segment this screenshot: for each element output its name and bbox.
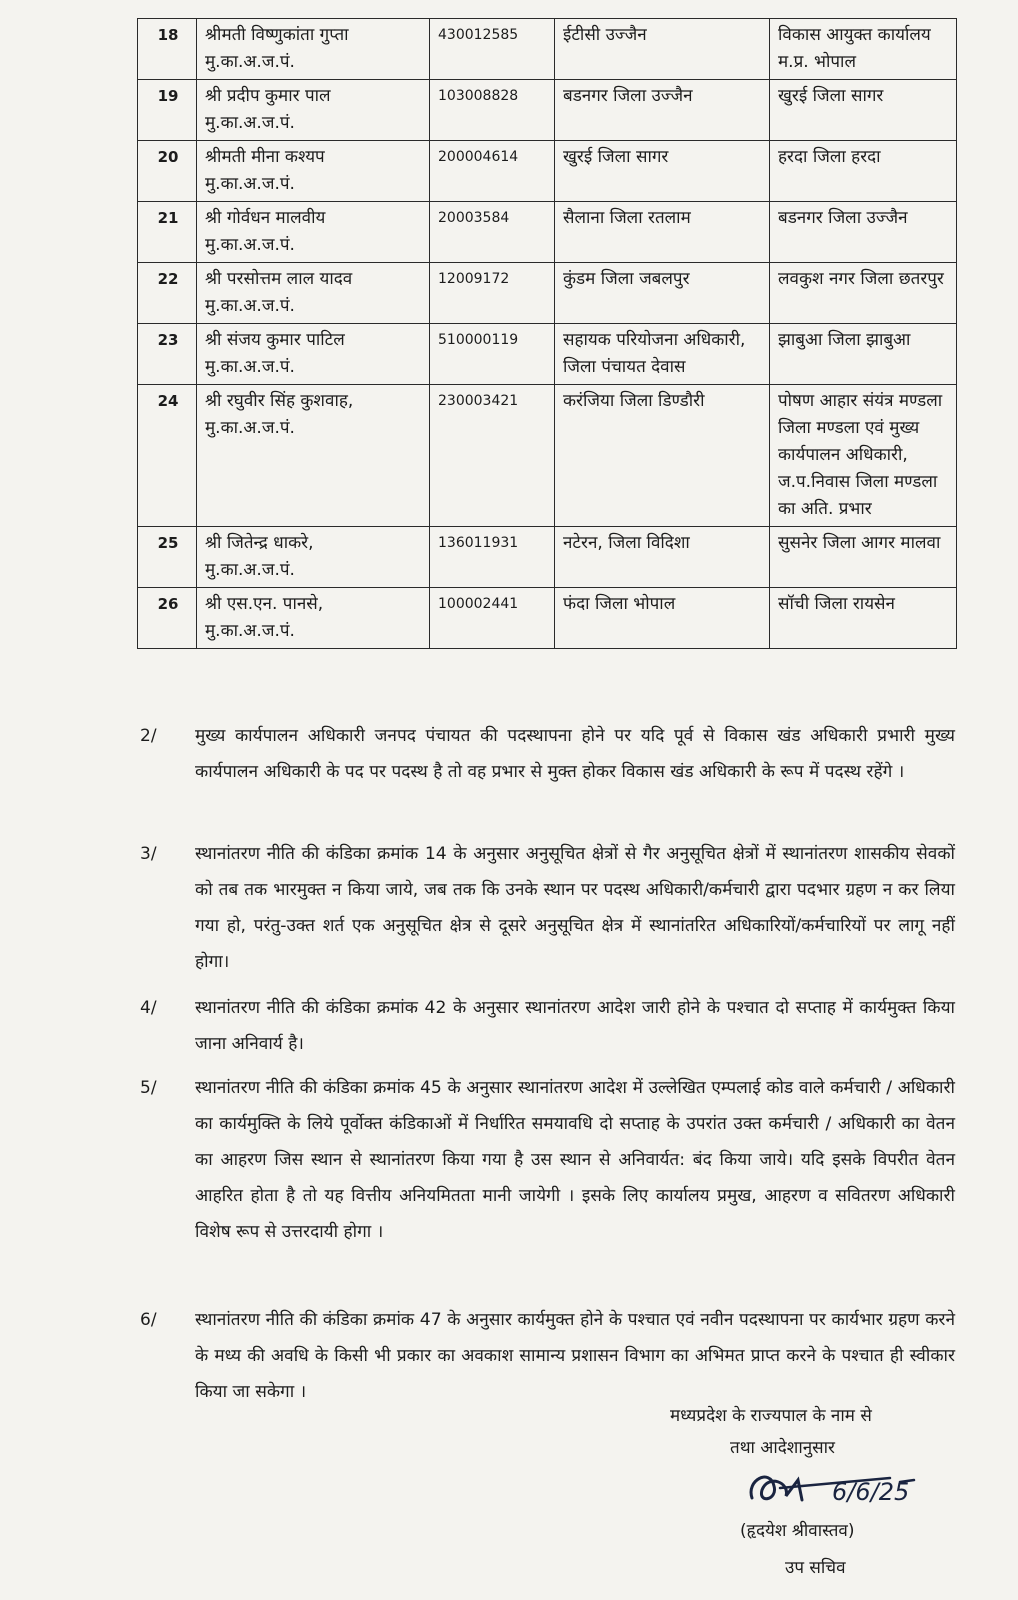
officer-cell bbox=[197, 588, 430, 649]
serial-number: 19 bbox=[138, 80, 197, 141]
employee-code: 510000119 bbox=[430, 324, 555, 385]
current-posting: नटेरन, जिला विदिशा bbox=[555, 527, 770, 588]
new-posting: लवकुश नगर जिला छतरपुर bbox=[770, 263, 957, 324]
paragraph-number: 3/ bbox=[140, 844, 157, 864]
paragraph-number: 4/ bbox=[140, 998, 157, 1018]
table-row bbox=[138, 588, 957, 649]
officer-cell bbox=[197, 141, 430, 202]
new-posting: बडनगर जिला उज्जैन bbox=[770, 202, 957, 263]
officer-cell bbox=[197, 527, 430, 588]
current-posting: सहायक परियोजना अधिकारी, जिला पंचायत देवास bbox=[555, 324, 770, 385]
officer-name: श्री जितेन्द्र धाकरे, bbox=[205, 533, 314, 553]
paragraph-2 bbox=[140, 718, 955, 790]
new-posting: विकास आयुक्त कार्यालय म.प्र. भोपाल bbox=[770, 19, 957, 80]
officer-cell bbox=[197, 19, 430, 80]
new-posting: सुसनेर जिला आगर मालवा bbox=[770, 527, 957, 588]
officer-cell bbox=[197, 202, 430, 263]
officer-name: श्री परसोत्तम लाल यादव bbox=[205, 269, 353, 289]
officer-name: श्री रघुवीर सिंह कुशवाह, bbox=[205, 391, 354, 411]
new-posting: हरदा जिला हरदा bbox=[770, 141, 957, 202]
table-row bbox=[138, 202, 957, 263]
paragraph-4 bbox=[140, 990, 955, 1062]
officer-cell bbox=[197, 263, 430, 324]
employee-code: 12009172 bbox=[430, 263, 555, 324]
serial-number: 21 bbox=[138, 202, 197, 263]
paragraph-6 bbox=[140, 1302, 955, 1410]
serial-number: 18 bbox=[138, 19, 197, 80]
signature-block bbox=[660, 1400, 960, 1578]
signatory-name: (हृदयेश श्रीवास्तव) bbox=[740, 1521, 855, 1541]
paragraph-text: स्थानांतरण नीति की कंडिका क्रमांक 45 के अनुसार स्थानांतरण आदेश में उल्लेखित एम्पलाई कोड वाले कर्मचारी / अधिकारी का कार्यमुक्ति के लिये पूर्वोक्त कंडिकाओं में निर्धारित समयावधि दो सप्ताह के उपरांत उक्त कर्मचारी / अधिकारी का वेतन का आहरण जिस स्थान से स्थानांतरण किया गया है उस स्थान से अनिवार्यत: बंद किया जाये। यदि इसके विपरीत वेतन आहरित होता है तो यह वित्तीय अनियमितता मानी जायेगी । इसके लिए कार्यालय प्रमुख, आहरण व सवितरण अधिकारी विशेष रूप से उत्तरदायी होगा । bbox=[195, 1078, 955, 1242]
officer-post: मु.का.अ.ज.पं. bbox=[205, 418, 295, 438]
officer-post: मु.का.अ.ज.पं. bbox=[205, 52, 295, 72]
officer-name: श्री एस.एन. पानसे, bbox=[205, 594, 324, 614]
employee-code: 136011931 bbox=[430, 527, 555, 588]
officer-name: श्रीमती विष्णुकांता गुप्ता bbox=[205, 25, 349, 45]
paragraph-text: स्थानांतरण नीति की कंडिका क्रमांक 42 के अनुसार स्थानांतरण आदेश जारी होने के पश्चात दो सप्ताह में कार्यमुक्त किया जाना अनिवार्य है। bbox=[195, 998, 955, 1054]
table-row bbox=[138, 324, 957, 385]
officer-post: मु.का.अ.ज.पं. bbox=[205, 296, 295, 316]
table-row bbox=[138, 80, 957, 141]
handwritten-signature-icon bbox=[740, 1460, 920, 1516]
employee-code: 100002441 bbox=[430, 588, 555, 649]
table-row bbox=[138, 19, 957, 80]
officer-cell bbox=[197, 324, 430, 385]
table-row bbox=[138, 263, 957, 324]
officer-post: मु.का.अ.ज.पं. bbox=[205, 357, 295, 377]
officer-cell bbox=[197, 385, 430, 527]
current-posting: खुरई जिला सागर bbox=[555, 141, 770, 202]
paragraph-number: 6/ bbox=[140, 1310, 157, 1330]
governor-order-line: मध्यप्रदेश के राज्यपाल के नाम से bbox=[670, 1406, 872, 1426]
employee-code: 103008828 bbox=[430, 80, 555, 141]
serial-number: 23 bbox=[138, 324, 197, 385]
signatory-designation: उप सचिव bbox=[785, 1558, 846, 1578]
signature-date: 6/6/25 bbox=[832, 1478, 910, 1506]
current-posting: कुंडम जिला जबलपुर bbox=[555, 263, 770, 324]
officer-name: श्री प्रदीप कुमार पाल bbox=[205, 86, 331, 106]
employee-code: 430012585 bbox=[430, 19, 555, 80]
serial-number: 25 bbox=[138, 527, 197, 588]
new-posting: सॉची जिला रायसेन bbox=[770, 588, 957, 649]
new-posting: झाबुआ जिला झाबुआ bbox=[770, 324, 957, 385]
employee-code: 230003421 bbox=[430, 385, 555, 527]
table-row bbox=[138, 527, 957, 588]
by-order-line: तथा आदेशानुसार bbox=[730, 1438, 836, 1458]
paragraph-number: 5/ bbox=[140, 1078, 157, 1098]
officer-post: मु.का.अ.ज.पं. bbox=[205, 174, 295, 194]
officer-name: श्री गोर्वधन मालवीय bbox=[205, 208, 326, 228]
current-posting: ईटीसी उज्जैन bbox=[555, 19, 770, 80]
paragraph-number: 2/ bbox=[140, 726, 157, 746]
current-posting: करंजिया जिला डिण्डौरी bbox=[555, 385, 770, 527]
paragraph-text: स्थानांतरण नीति की कंडिका क्रमांक 14 के अनुसार अनुसूचित क्षेत्रों से गैर अनुसूचित क्षेत्रों में स्थानांतरण शासकीय सेवकों को तब तक भारमुक्त न किया जाये, जब तक कि उनके स्थान पर पदस्थ अधिकारी/कर्मचारी द्वारा पदभार ग्रहण न कर लिया गया हो, परंतु-उक्त शर्त एक अनुसूचित क्षेत्र से दूसरे अनुसूचित क्षेत्र में स्थानांतरित अधिकारियों/कर्मचारियों पर लागू नहीं होगा। bbox=[195, 844, 955, 972]
table-row bbox=[138, 141, 957, 202]
officer-post: मु.का.अ.ज.पं. bbox=[205, 621, 295, 641]
current-posting: सैलाना जिला रतलाम bbox=[555, 202, 770, 263]
officer-name: श्रीमती मीना कश्यप bbox=[205, 147, 325, 167]
serial-number: 24 bbox=[138, 385, 197, 527]
paragraph-text: मुख्य कार्यपालन अधिकारी जनपद पंचायत की पदस्थापना होने पर यदि पूर्व से विकास खंड अधिकारी प्रभारी मुख्य कार्यपालन अधिकारी के पद पर पदस्थ है तो वह प्रभार से मुक्त होकर विकास खंड अधिकारी के रूप में पदस्थ रहेंगे । bbox=[195, 726, 955, 782]
serial-number: 22 bbox=[138, 263, 197, 324]
employee-code: 200004614 bbox=[430, 141, 555, 202]
paragraph-text: स्थानांतरण नीति की कंडिका क्रमांक 47 के अनुसार कार्यमुक्त होने के पश्चात एवं नवीन पदस्थापना पर कार्यभार ग्रहण करने के मध्य की अवधि के किसी भी प्रकार का अवकाश सामान्य प्रशासन विभाग का अभिमत प्राप्त करने के पश्चात ही स्वीकार किया जा सकेगा । bbox=[195, 1310, 955, 1402]
transfer-table bbox=[137, 18, 957, 649]
officer-name: श्री संजय कुमार पाटिल bbox=[205, 330, 345, 350]
officer-cell bbox=[197, 80, 430, 141]
transfer-table-body bbox=[138, 19, 957, 649]
paragraph-3 bbox=[140, 836, 955, 980]
new-posting: खुरई जिला सागर bbox=[770, 80, 957, 141]
officer-post: मु.का.अ.ज.पं. bbox=[205, 235, 295, 255]
serial-number: 20 bbox=[138, 141, 197, 202]
serial-number: 26 bbox=[138, 588, 197, 649]
new-posting: पोषण आहार संयंत्र मण्डला जिला मण्डला एवं मुख्य कार्यपालन अधिकारी, ज.प.निवास जिला मण्डला का अति. प्रभार bbox=[770, 385, 957, 527]
employee-code: 20003584 bbox=[430, 202, 555, 263]
current-posting: फंदा जिला भोपाल bbox=[555, 588, 770, 649]
paragraph-5 bbox=[140, 1070, 955, 1250]
current-posting: बडनगर जिला उज्जैन bbox=[555, 80, 770, 141]
officer-post: मु.का.अ.ज.पं. bbox=[205, 560, 295, 580]
officer-post: मु.का.अ.ज.पं. bbox=[205, 113, 295, 133]
table-row bbox=[138, 385, 957, 527]
